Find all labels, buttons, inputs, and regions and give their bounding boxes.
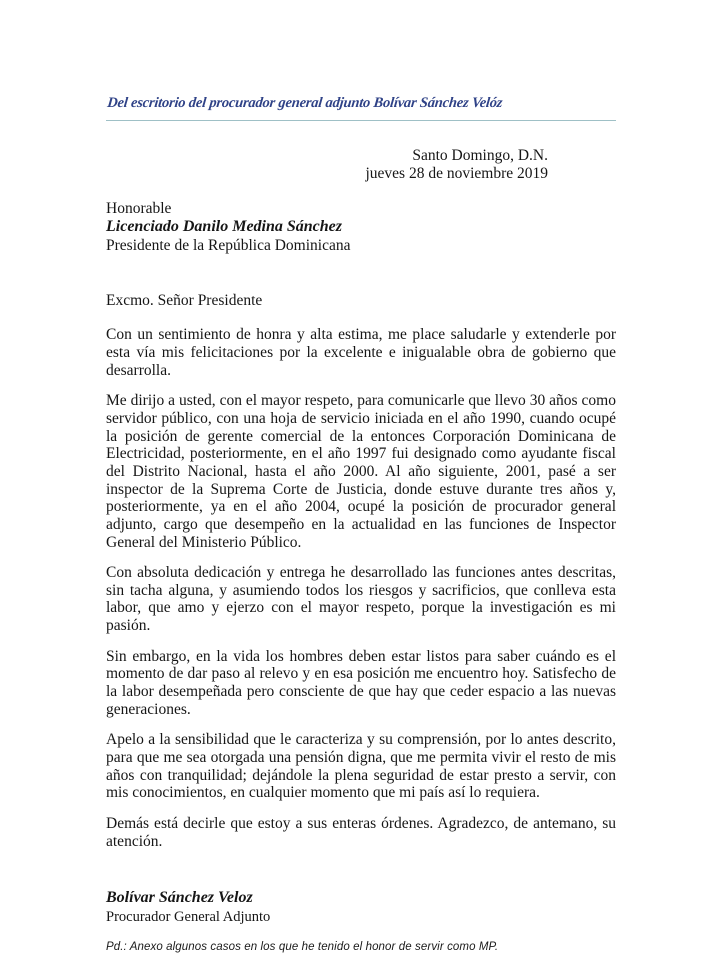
- date-line: jueves 28 de noviembre 2019: [365, 165, 548, 183]
- letterhead-title: Del escritorio del procurador general adjunto Bolívar Sánchez Velóz: [106, 95, 504, 111]
- letter-body: [106, 326, 616, 850]
- addressee-title: Presidente de la República Dominicana: [106, 237, 351, 255]
- body-paragraph: Con absoluta dedicación y entrega he desarrollado las funciones antes descritas, sin tacha alguna, y asumiendo todos los riesgos y sacrificios, que conlleva esta labor, que amo y ejerzo con el mayor respeto, porque la investigación es mi pasión.: [106, 564, 616, 635]
- date-place: Santo Domingo, D.N.: [412, 146, 548, 164]
- body-paragraph: Apelo a la sensibilidad que le caracteriza y su comprensión, por lo antes descrito, para que me sea otorgada una pensión digna, que me permita vivir el resto de mis años con tranquilidad; dejándole la plena seguridad de estar presto a servir, con mis conocimientos, en cualquier momento que mi país así lo requiera.: [106, 731, 616, 802]
- signature-title: Procurador General Adjunto: [106, 908, 271, 925]
- body-paragraph: Sin embargo, en la vida los hombres deben estar listos para saber cuándo es el momento de dar paso al relevo y en esa posición me encuentro hoy. Satisfecho de la labor desempeñada pero consciente de que hay que ceder espacio a las nuevas generaciones.: [106, 647, 616, 718]
- date-block: [106, 147, 616, 183]
- body-paragraph: Demás está decirle que estoy a sus enteras órdenes. Agradezco, de antemano, su atención.: [106, 815, 616, 850]
- postscript-note: Pd.: Anexo algunos casos en los que he tenido el honor de servir como MP.: [106, 940, 499, 953]
- signature-block: [106, 888, 616, 926]
- salutation-line: Excmo. Señor Presidente: [106, 292, 263, 310]
- letterhead-divider: [106, 120, 616, 121]
- body-paragraph: Con un sentimiento de honra y alta estima, me place saludarle y extenderle por esta vía mis felicitaciones por la excelente e inigualable obra de gobierno que desarrolla.: [106, 326, 616, 379]
- body-paragraph: Me dirijo a usted, con el mayor respeto, para comunicarle que llevo 30 años como servidor público, con una hoja de servicio iniciada en el año 1990, cuando ocupé la posición de gerente comercial de la entonces Corporación Dominicana de Electricidad, posteriormente, en el año 1997 fui designado como ayudante fiscal del Distrito Nacional, hasta el año 2000. Al año siguiente, 2001, pasé a ser inspector de la Suprema Corte de Justicia, donde estuve durante tres años y, posteriormente, ya en el año 2004, ocupé la posición de procurador general adjunto, cargo que desempeño en la actualidad en las funciones de Inspector General del Ministerio Público.: [106, 392, 616, 551]
- addressee-block: [106, 200, 616, 255]
- addressee-honorific: Honorable: [106, 200, 172, 218]
- signature-name: Bolívar Sánchez Veloz: [106, 889, 253, 907]
- addressee-name: Licenciado Danilo Medina Sánchez: [106, 218, 343, 236]
- letter-content: [106, 96, 616, 953]
